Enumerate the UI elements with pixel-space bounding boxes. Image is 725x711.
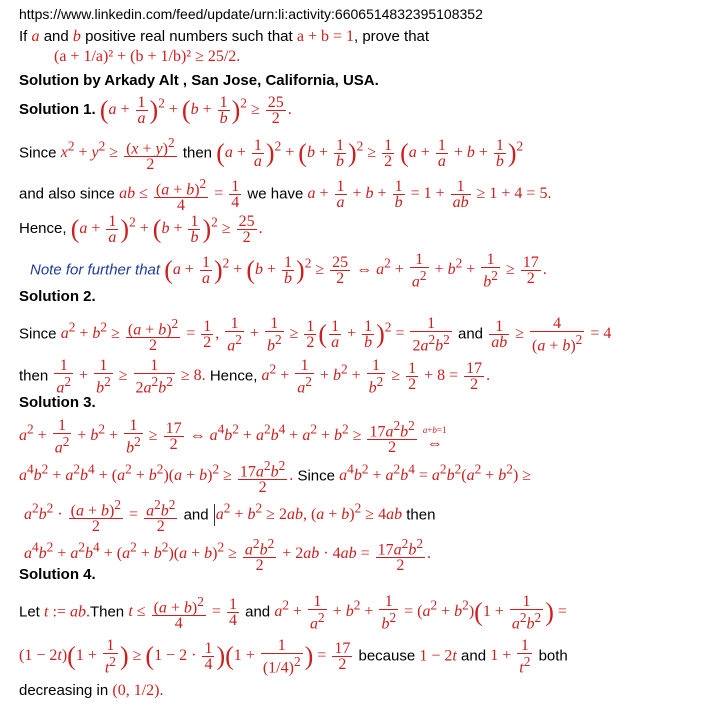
solution-4-heading: Solution 4. xyxy=(19,566,96,583)
solution-3-line-3: $a^2b^2$ · $\frac{(a + b)^2}{2}$ = $\frac{a^2b^2}{2}$ and $a^2 + b^2 \ge 2ab$, $(a + b)^2 \ge 4ab$ then xyxy=(24,497,436,536)
solution-2-heading: Solution 2. xyxy=(19,288,96,305)
problem-statement: If a and b positive real numbers such that a + b = 1, prove that xyxy=(19,28,430,45)
author-line: Solution by Arkady Alt , San Jose, California, USA. xyxy=(19,72,379,89)
solution-4-line-3: decreasing in (0, 1/2). xyxy=(19,682,164,699)
solution-1-line-2: and also since ab ≤ $\frac{(a + b)^2}{4}$ = $\frac{1}{4}$ we have a + $\frac{1}{a}$ + b + $\frac{1}{b}$ = 1 + $\frac{1}{ab}$ ≥ 1 + 4 = 5. xyxy=(19,176,552,215)
solution-2-line-1: Since $a^2 + b^2$ ≥ $\frac{(a + b)^2}{2}$ = $\frac{1}{2}$ , $\frac{1}{a^2}$ + $\frac{1}{b^2}$ ≥ $\frac{1}{2}$ ( $\frac{1}{a}$ + $\frac{1}{b}$ )$^2$ = $\frac{1}{2a^2b^2}$ and $\frac{1}{ab}$ ≥ $\frac{4}{(a + b)^2}$ = 4 xyxy=(19,315,612,355)
solution-1-line-1: Since $x^2 + y^2$ ≥ $\frac{(x + y)^2}{2}$ then (a + $\frac{1}{a}$ )$^2$ + (b + $\frac{1}{b}$ )$^2$ ≥ $\frac{1}{2}$ (a + $\frac{1}{a}$ + b + $\frac{1}{b}$ )$^2$ xyxy=(19,135,524,174)
solution-4-line-1: Let t := ab.Then t ≤ $\frac{(a + b)^2}{4}$ = $\frac{1}{4}$ and $a^2$ + $\frac{1}{a^2}$ + $b^2$ + $\frac{1}{b^2}$ = $(a^2 + b^2)(1$ + $\frac{1}{a^2b^2}$ ) = xyxy=(19,593,567,633)
solution-3-heading: Solution 3. xyxy=(19,394,96,411)
solution-2-line-2: then $\frac{1}{a^2}$ + $\frac{1}{b^2}$ ≥ $\frac{1}{2a^2b^2}$ ≥ 8. Hence, $a^2$ + $\frac{1}{a^2}$ + $b^2$ + $\frac{1}{b^2}$ ≥ $\frac{1}{2}$ + 8 = $\frac{17}{2}$ . xyxy=(19,357,491,397)
solution-1-note: Note for further that (a + $\frac{1}{a}$ )$^2$ + (b + $\frac{1}{b}$ )$^2$ ≥ $\frac{25}{2}$ ⇔ $a^2$ + $\frac{1}{a^2}$ + $b^2$ + $\frac{1}{b^2}$ ≥ $\frac{17}{2}$ . xyxy=(30,251,547,291)
solution-3-line-4: $a^4b^2 + a^2b^4 + (a^2 + b^2)(a + b)^2$ ≥ $\frac{a^2b^2}{2}$ + 2ab · 4ab = $\frac{17a^2b^2}{2}$ . xyxy=(24,536,431,575)
solution-3-line-1: $a^2$ + $\frac{1}{a^2}$ + $b^2$ + $\frac{1}{b^2}$ ≥ $\frac{17}{2}$ ⇔ $a^4b^2 + a^2b^4 + a^2 + b^2$ ≥ $\frac{17a^2b^2}{2}$ $^{a+b=1}$ ⇔ xyxy=(19,417,447,457)
text-cursor xyxy=(214,504,215,526)
source-url[interactable]: https://www.linkedin.com/feed/update/urn:li:activity:6606514832395108352 xyxy=(19,6,483,22)
problem-claim: (a + 1/a)² + (b + 1/b)² ≥ 25/2. xyxy=(54,48,241,65)
solution-4-line-2: (1 − 2t)(1 + $\frac{1}{t^2}$ ) ≥ (1 − 2 · $\frac{1}{4}$ )(1 + $\frac{1}{(1/4)^2}$ ) = $\frac{17}{2}$ because 1 − 2t and 1 + $\frac{1}{t^2}$ both xyxy=(19,637,568,677)
solution-1-line-3: Hence, (a + $\frac{1}{a}$ )$^2$ + (b + $\frac{1}{b}$ )$^2$ ≥ $\frac{25}{2}$ . xyxy=(19,213,263,246)
solution-1-heading: Solution 1. (a + $\frac{1}{a}$ )$^2$ + (b + $\frac{1}{b}$ )$^2$ ≥ $\frac{25}{2}$ . xyxy=(19,94,292,127)
solution-3-line-2: $a^4b^2 + a^2b^4 + (a^2 + b^2)(a + b)^2$ ≥ $\frac{17a^2b^2}{2}$ . Since $a^4b^2 + a^2b^4 = a^2b^2(a^2 + b^2)$ ≥ xyxy=(19,458,532,497)
